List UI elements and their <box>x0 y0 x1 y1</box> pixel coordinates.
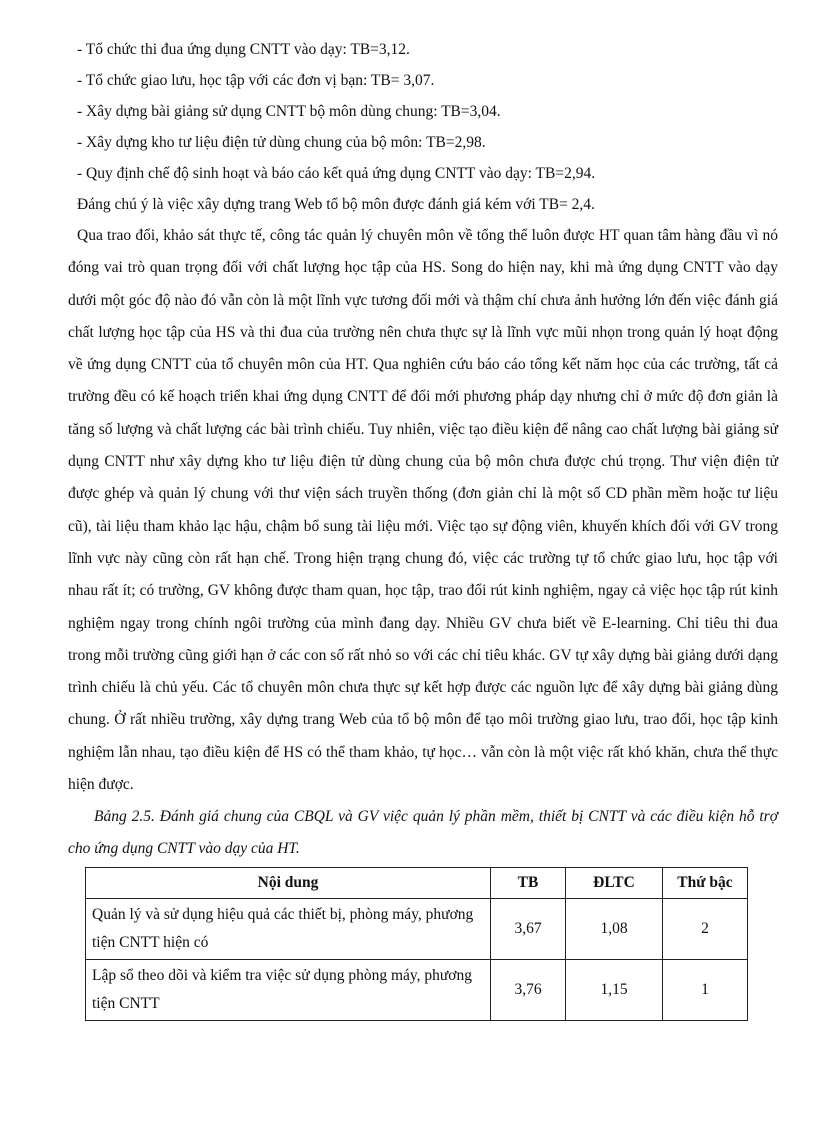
cell-rank: 1 <box>663 960 748 1021</box>
bullet-item: - Xây dựng kho tư liệu điện tử dùng chung của bộ môn: TB=2,98. <box>77 134 486 151</box>
header-std-dev: ĐLTC <box>566 868 663 899</box>
body-paragraph: Qua trao đổi, khảo sát thực tế, công tác quản lý chuyên môn về tổng thể luôn được HT quan tâm hàng đầu vì nó đóng vai trò quan trọng đối với chất lượng học tập của HS. Song do hiện nay, khi mà ứng dụng CNTT vào dạy dưới một góc độ nào đó vẫn còn là một lĩnh vực tương đối mới và thậm chí chưa ảnh hưởng lớn đến việc đánh giá chất lượng học tập của HS và thi đua của trường nên chưa thực sự là lĩnh vực mũi nhọn trong quản lý hoạt động về ứng dụng CNTT của tổ chuyên môn của HT. Qua nghiên cứu báo cáo tổng kết năm học của các trường, tất cả trường đều có kế hoạch triển khai ứng dụng CNTT để đổi mới phương pháp dạy nhưng chỉ ở mức độ đơn giản là tăng số lượng và chất lượng các bài trình chiếu. Tuy nhiên, việc tạo điều kiện để nâng cao chất lượng bài giảng sử dụng CNTT như xây dựng kho tư liệu điện tử dùng chung của bộ môn chưa được chú trọng. Thư viện điện tử được ghép và quản lý chung với thư viện sách truyền thống (đơn giản chỉ là một số CD phần mềm hoặc tư liệu cũ), tài liệu tham khảo lạc hậu, chậm bổ sung tài liệu mới. Việc tạo sự động viên, khuyến khích đối với GV trong lĩnh vực này cũng còn rất hạn chế. Trong hiện trạng chung đó, việc các trường tự tổ chức giao lưu, học tập với nhau rất ít; có trường, GV không được tham quan, học tập, trao đổi rút kinh nghiệm, ngay cả việc học tập rút kinh nghiệm ngay trong chính ngôi trường của mình đang dạy. Nhiều GV chưa biết về E-learning. Chỉ tiêu thi đua trong mỗi trường cũng giới hạn ở các con số rất nhỏ so với các chỉ tiêu khác. GV tự xây dựng bài giảng dưới dạng trình chiếu là chủ yếu. Các tổ chuyên môn chưa thực sự kết hợp được các nguồn lực để xây dựng bài giảng dùng chung. Ở rất nhiều trường, xây dựng trang Web của tổ bộ môn để tạo môi trường giao lưu, trao đổi, học tập kinh nghiệm lẫn nhau, tạo điều kiện để HS có thể tham khảo, tự học… vẫn còn là một việc rất khó khăn, chưa thể thực hiện được. <box>68 227 778 794</box>
cell-rank: 2 <box>663 899 748 960</box>
note-line: Đáng chú ý là việc xây dựng trang Web tổ bộ môn được đánh giá kém với TB= 2,4. <box>77 196 595 213</box>
header-mean: TB <box>491 868 566 899</box>
evaluation-table <box>85 867 748 1021</box>
bullet-item: - Quy định chế độ sinh hoạt và báo cáo kết quả ứng dụng CNTT vào dạy: TB=2,94. <box>77 165 596 182</box>
document-page <box>68 34 778 1021</box>
cell-content: Quản lý và sử dụng hiệu quả các thiết bị, phòng máy, phương tiện CNTT hiện có <box>86 899 491 960</box>
header-rank: Thứ bậc <box>663 868 748 899</box>
cell-std-dev: 1,08 <box>566 899 663 960</box>
bullet-item: - Xây dựng bài giảng sử dụng CNTT bộ môn dùng chung: TB=3,04. <box>77 103 501 120</box>
table-caption: Bảng 2.5. Đánh giá chung của CBQL và GV việc quản lý phần mềm, thiết bị CNTT và các điều kiện hỗ trợ cho ứng dụng CNTT vào dạy của HT. <box>68 808 778 858</box>
cell-mean: 3,67 <box>491 899 566 960</box>
table-row <box>86 960 748 1021</box>
bullet-item: - Tổ chức giao lưu, học tập với các đơn vị bạn: TB= 3,07. <box>77 72 435 89</box>
cell-content: Lập sổ theo dõi và kiểm tra việc sử dụng phòng máy, phương tiện CNTT <box>86 960 491 1021</box>
cell-std-dev: 1,15 <box>566 960 663 1021</box>
bullet-item: - Tổ chức thi đua ứng dụng CNTT vào dạy: TB=3,12. <box>77 41 410 58</box>
table-header-row <box>86 868 748 899</box>
table-row <box>86 899 748 960</box>
header-content: Nội dung <box>86 868 491 899</box>
cell-mean: 3,76 <box>491 960 566 1021</box>
